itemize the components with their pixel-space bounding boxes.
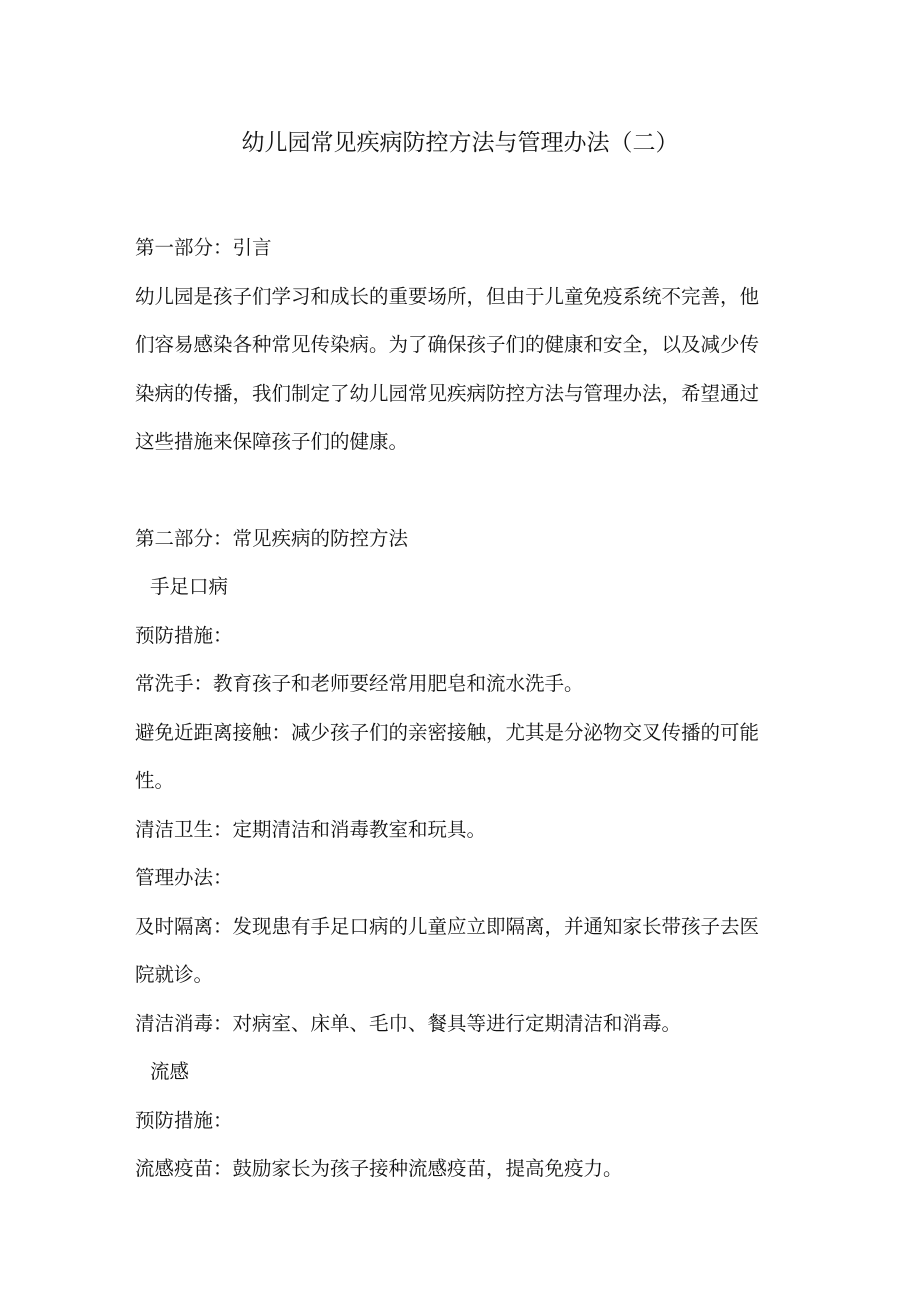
part1-paragraph-line-1: 幼儿园是孩子们学习和成长的重要场所，但由于儿童免疫系统不完善，他 bbox=[135, 284, 760, 308]
section-spacer bbox=[135, 467, 785, 515]
part1-heading: 第一部分：引言 bbox=[135, 236, 272, 259]
hfmd-prevention-item-1: 常洗手：教育孩子和老师要经常用肥皂和流水洗手。 bbox=[135, 672, 584, 695]
flu-prevention-item-1: 流感疫苗：鼓励家长为孩子接种流感疫苗，提高免疫力。 bbox=[135, 1157, 623, 1180]
part1-paragraph-line-4: 这些措施来保障孩子们的健康。 bbox=[135, 430, 409, 453]
document-body bbox=[135, 224, 785, 1194]
hfmd-management-item-1-cont: 院就诊。 bbox=[135, 963, 214, 986]
part1-paragraph-line-2: 们容易感染各种常见传染病。为了确保孩子们的健康和安全，以及减少传 bbox=[135, 333, 760, 356]
hfmd-management-item-2: 清洁消毒：对病室、床单、毛巾、餐具等进行定期清洁和消毒。 bbox=[135, 1011, 682, 1035]
document-title: 幼儿园常见疾病防控方法与管理办法（二） bbox=[241, 130, 679, 156]
hfmd-prevention-item-2: 避免近距离接触：减少孩子们的亲密接触，尤其是分泌物交叉传播的可能 bbox=[135, 720, 760, 744]
hfmd-prevention-item-2-cont: 性。 bbox=[135, 769, 175, 792]
hfmd-prevention-item-3: 清洁卫生：定期清洁和消毒教室和玩具。 bbox=[135, 817, 487, 841]
flu-prevention-label: 预防措施： bbox=[135, 1108, 233, 1132]
disease-name-hfmd: 手足口病 bbox=[150, 575, 229, 598]
hfmd-management-label: 管理办法： bbox=[135, 866, 233, 889]
disease-name-flu: 流感 bbox=[150, 1060, 190, 1083]
part2-heading: 第二部分：常见疾病的防控方法 bbox=[135, 526, 409, 550]
hfmd-management-item-1: 及时隔离：发现患有手足口病的儿童应立即隔离，并通知家长带孩子去医 bbox=[135, 914, 760, 938]
hfmd-prevention-label: 预防措施： bbox=[135, 623, 233, 647]
part1-paragraph-line-3: 染病的传播，我们制定了幼儿园常见疾病防控方法与管理办法，希望通过 bbox=[135, 381, 760, 405]
